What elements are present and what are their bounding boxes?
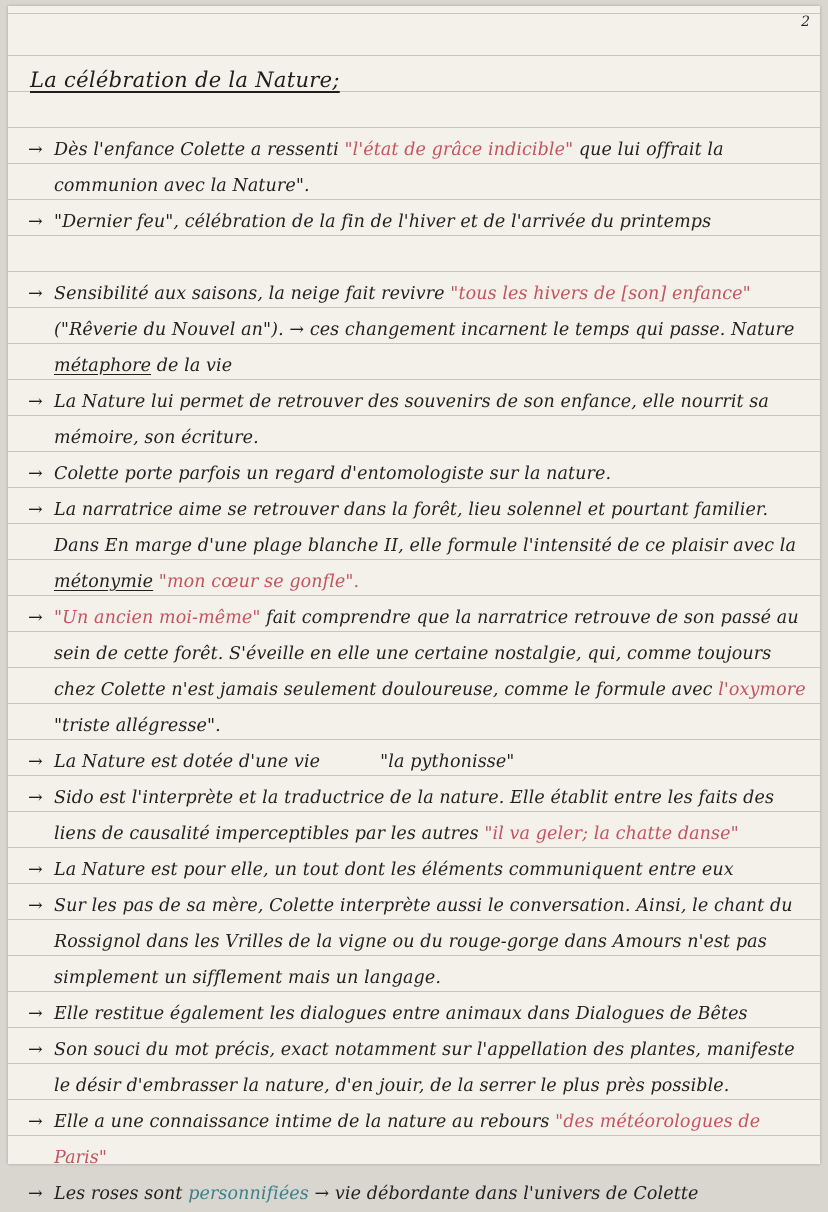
margin-annotation: "la pythonisse" (380, 752, 515, 772)
note-item (28, 888, 810, 996)
note-text: Colette porte parfois un regard d'entomologiste sur la nature. (54, 464, 612, 484)
note-text: Sur les pas de sa mère, Colette interprète aussi le conversation. Ainsi, le chant du Rossignol dans les Vrilles de la vigne ou du rouge-gorge dans Amours n'est pas simplement un sifflement mais un langage. (54, 896, 793, 988)
note-text: Sensibilité aux saisons, la neige fait revivre (54, 284, 451, 304)
quote-text: l'oxymore (718, 680, 806, 700)
note-item (28, 384, 810, 456)
note-text: "triste allégresse". (54, 716, 221, 736)
note-text: La narratrice aime se retrouver dans la forêt, lieu solennel et pourtant familier. Dans En marge d'une plage blanche II, elle formule l'intensité de ce plaisir avec la (54, 500, 797, 556)
page-title: La célébration de la Nature; (30, 68, 340, 92)
arrow-icon: → (28, 860, 43, 880)
quote-text: "tous les hivers de [son] enfance" (450, 284, 751, 304)
note-text: de la vie (151, 356, 233, 376)
arrow-icon: → (28, 1004, 43, 1024)
note-item (28, 276, 810, 384)
note-item (28, 780, 810, 852)
arrow-icon: → (28, 284, 43, 304)
quote-text: "des météorologues de Paris" (54, 1112, 761, 1168)
note-text: Dès l'enfance Colette a ressenti (54, 140, 345, 160)
arrow-icon: → (28, 1184, 43, 1204)
note-item (28, 456, 810, 492)
note-item (28, 744, 810, 780)
arrow-icon: → (28, 1040, 43, 1060)
note-text: que lui offrait la communion avec la Nature". (54, 140, 724, 196)
note-text: La Nature est dotée d'une vie (54, 752, 321, 772)
note-item (28, 600, 810, 744)
quote-text: "Un ancien moi-même" (54, 608, 261, 628)
arrow-icon: → (28, 608, 43, 628)
page-number: 2 (801, 14, 810, 30)
arrow-icon: → (28, 752, 43, 772)
quote-text: "l'état de grâce indicible" (344, 140, 574, 160)
note-item (28, 132, 810, 204)
note-text: ("Rêverie du Nouvel an"). → ces changement incarnent le temps qui passe. Nature (54, 320, 795, 340)
note-text: Sido est l'interprète et la traductrice de la nature. Elle établit entre les faits des liens de causalité imperceptibles par les autres (54, 788, 775, 844)
quote-text: "il va geler; la chatte danse" (484, 824, 739, 844)
note-item (28, 1176, 810, 1212)
note-text: → vie débordante dans l'univers de Colette (308, 1184, 699, 1204)
arrow-icon: → (28, 392, 43, 412)
arrow-icon: → (28, 500, 43, 520)
highlight-text: personnifiées (188, 1184, 309, 1204)
arrow-icon: → (28, 896, 43, 916)
note-text: Les roses sont (54, 1184, 189, 1204)
note-item (28, 996, 810, 1032)
note-item (28, 492, 810, 600)
note-text: Elle a une connaissance intime de la nature au rebours (54, 1112, 556, 1132)
arrow-icon: → (28, 212, 43, 232)
underlined-term: métaphore (54, 356, 152, 376)
note-item (28, 1104, 810, 1176)
note-text: "Dernier feu", célébration de la fin de l'hiver et de l'arrivée du printemps (54, 212, 712, 232)
note-text: Elle restitue également les dialogues entre animaux dans Dialogues de Bêtes (54, 1004, 748, 1024)
arrow-icon: → (28, 788, 43, 808)
quote-text: "mon cœur se gonfle". (158, 572, 360, 592)
notes-list (28, 132, 810, 1212)
note-text: fait comprendre que la narratrice retrouve de son passé au sein de cette forêt. S'éveille en elle une certaine nostalgie, qui, comme toujours chez Colette n'est jamais seulement douloureuse, comme le formule avec (54, 608, 799, 700)
notebook-page (8, 6, 820, 1204)
underlined-term: métonymie (54, 572, 154, 592)
note-item (28, 1032, 810, 1104)
note-item (28, 852, 810, 888)
arrow-icon: → (28, 1112, 43, 1132)
note-text: La Nature lui permet de retrouver des souvenirs de son enfance, elle nourrit sa mémoire, son écriture. (54, 392, 769, 448)
arrow-icon: → (28, 140, 43, 160)
note-text: Son souci du mot précis, exact notamment sur l'appellation des plantes, manifeste le désir d'embrasser la nature, d'en jouir, de la serrer le plus près possible. (54, 1040, 795, 1096)
arrow-icon: → (28, 464, 43, 484)
note-text: La Nature est pour elle, un tout dont les éléments communiquent entre eux (54, 860, 734, 880)
note-item (28, 204, 810, 240)
